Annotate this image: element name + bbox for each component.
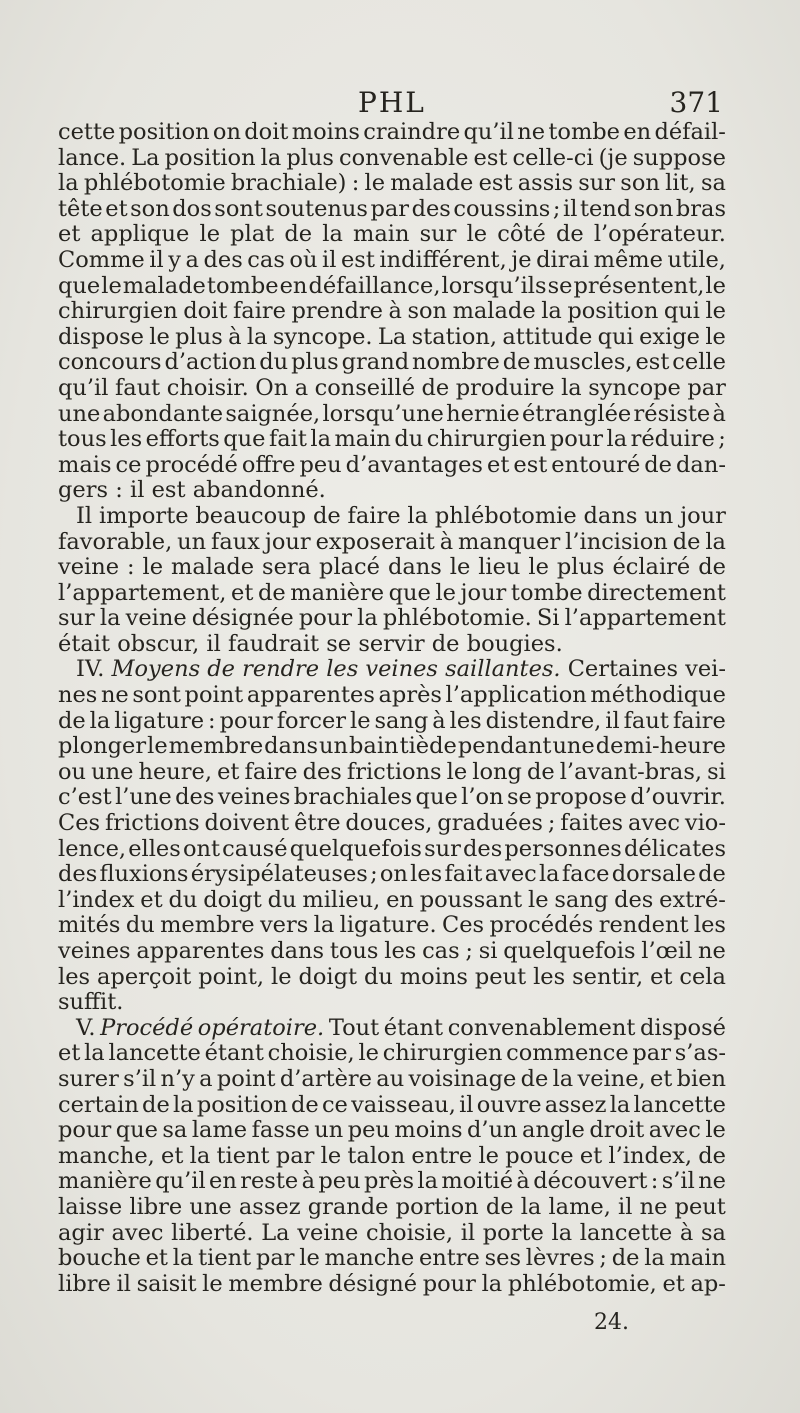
page-number: 371 [669,86,723,119]
text-line: tous les efforts que fait la main du chirurgien pour la réduire ; [58,426,726,453]
body-text [58,120,726,1297]
text-line: pour que sa lame fasse un peu moins d’un angle droit avec le [58,1117,726,1144]
text-line: mités du membre vers la ligature. Ces procédés rendent les [58,912,726,939]
text-line: c’est l’une des veines brachiales que l’on se propose d’ouvrir. [58,784,726,811]
text-line: l’appartement, et de manière que le jour tombe directement [58,579,726,606]
text-line: de la ligature : pour forcer le sang à les distendre, il faut faire [58,707,726,734]
text-line: ou une heure, et faire des frictions le long de l’avant-bras, si [58,758,726,785]
text-line: manière qu’il en reste à peu près la moitié à découvert : s’il ne [58,1168,726,1195]
text-line: Il importe beaucoup de faire la phlébotomie dans un jour [76,502,726,529]
text-line: veine : le malade sera placé dans le lieu le plus éclairé de [58,554,726,581]
text-line: sur la veine désignée pour la phlébotomie. Si l’appartement [58,605,726,632]
text-line: mais ce procédé offre peu d’avantages et est entouré de dan- [58,451,726,478]
text-line: et la lancette étant choisie, le chirurgien commence par s’as- [58,1040,726,1067]
text-line: Ces frictions doivent être douces, graduées ; faites avec vio- [58,810,726,837]
running-title: PHL [358,86,426,119]
text-line: la phlébotomie brachiale) : le malade est assis sur son lit, sa [58,170,726,197]
text-line: suffit. [58,989,124,1016]
text-line: bouche et la tient par le manche entre ses lèvres ; de la main [58,1245,726,1272]
text-line: gers : il est abandonné. [58,477,326,504]
text-line: une abondante saignée, lorsqu’une hernie étranglée résiste à [58,400,726,427]
text-line: concours d’action du plus grand nombre de muscles, est celle [58,349,726,376]
text-line: certain de la position de ce vaisseau, il ouvre assez la lancette [58,1091,726,1118]
text-line: veines apparentes dans tous les cas ; si quelquefois l’œil ne [58,938,726,964]
text-line: lence, elles ont causé quelquefois sur des personnes délicates [58,835,726,862]
text-line: l’index et du doigt du milieu, en poussant le sang des extré- [58,886,726,913]
text-line: agir avec liberté. La veine choisie, il porte la lancette à sa [58,1219,726,1246]
text-line: libre il saisit le membre désigné pour la phlébotomie, et ap- [58,1270,726,1297]
text-line: tête et son dos sont soutenus par des coussins ; il tend son bras [58,195,726,222]
text-line: qu’il faut choisir. On a conseillé de produire la syncope par [58,374,726,401]
text-line: était obscur, il faudrait se servir de bougies. [58,630,563,657]
text-line: nes ne sont point apparentes après l’application méthodique [58,682,726,709]
text-line: surer s’il n’y a point d’artère au voisinage de la veine, et bien [58,1065,726,1092]
text-line: plonger le membre dans un bain tiède pendant une demi-heure [58,733,726,760]
text-line: V. Procédé opératoire. Tout étant convenablement disposé [76,1014,726,1041]
text-line: et applique le plat de la main sur le côté de l’opérateur. [58,221,726,248]
signature-mark: 24. [594,1310,629,1335]
text-line: chirurgien doit faire prendre à son malade la position qui le [58,298,726,325]
text-line: les aperçoit point, le doigt du moins peut les sentir, et cela [58,963,726,990]
text-line: favorable, un faux jour exposerait à manquer l’incision de la [58,528,726,555]
text-line: que le malade tombe en défaillance, lorsqu’ils se présentent, le [58,272,726,299]
text-line: laisse libre une assez grande portion de la lame, il ne peut [58,1193,726,1220]
text-line: manche, et la tient par le talon entre le pouce et l’index, de [58,1142,726,1169]
text-line: Comme il y a des cas où il est indifférent, je dirai même utile, [58,246,726,273]
text-line: IV. Moyens de rendre les veines saillantes. Certaines vei- [76,656,726,683]
text-line: des fluxions érysipélateuses ; on les fait avec la face dorsale de [58,861,726,888]
text-line: lance. La position la plus convenable est celle-ci (je suppose [58,144,726,171]
text-line: dispose le plus à la syncope. La station, attitude qui exige le [58,323,726,350]
text-line: cette position on doit moins craindre qu’il ne tombe en défail- [58,119,726,145]
